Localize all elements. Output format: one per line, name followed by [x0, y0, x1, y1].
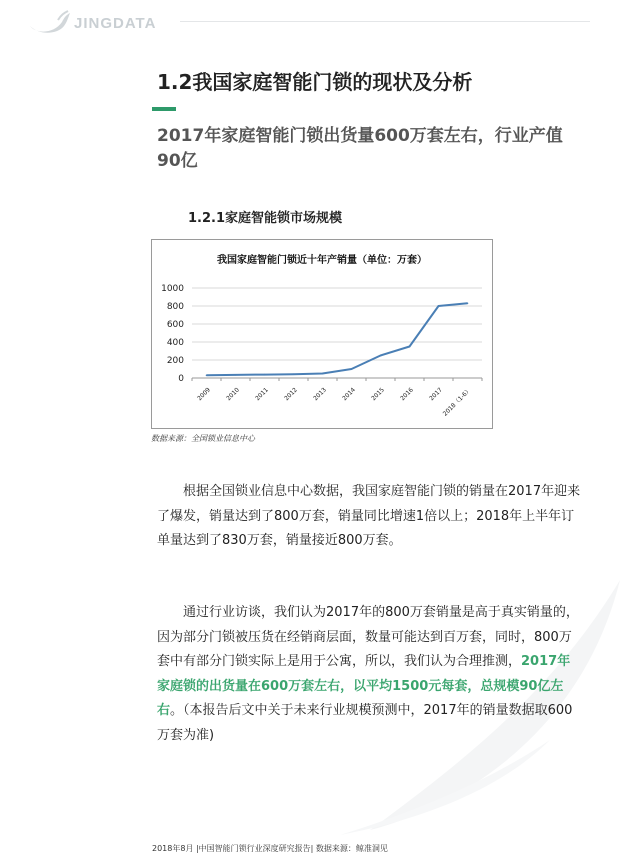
data-point — [322, 373, 324, 375]
chart-gridlines — [192, 288, 482, 378]
y-tick-label: 400 — [166, 338, 184, 348]
y-tick-label: 1000 — [161, 284, 184, 294]
y-tick-label: 0 — [178, 374, 184, 384]
x-tick-label: 2009 — [196, 386, 212, 403]
page-footer: 2018年8月 |中国智能门锁行业深度研究报告| 数据来源：鲸准洞见 — [152, 844, 388, 853]
chart-x-axis — [192, 378, 482, 418]
x-tick-label: 2012 — [283, 386, 299, 403]
data-point — [264, 374, 266, 376]
whale-logo-icon — [28, 10, 72, 36]
header-brand — [28, 8, 156, 38]
x-tick-label: 2011 — [254, 386, 270, 403]
data-point — [351, 368, 353, 370]
y-tick-label: 600 — [166, 320, 184, 330]
series-line — [207, 303, 468, 375]
page-subtitle: 2017年家庭智能门锁出货量600万套左右，行业产值90亿 — [157, 126, 563, 171]
paragraph-sales-data — [157, 480, 582, 554]
data-point — [380, 355, 382, 357]
chart-source-note: 数据来源：全国锁业信息中心 — [151, 434, 255, 443]
paragraph-estimate — [157, 601, 582, 748]
data-point — [235, 374, 237, 376]
paragraph-text — [157, 601, 582, 748]
x-tick-label: 2016 — [399, 386, 415, 403]
highlighted-conclusion: 2017年家庭锁的出货量在600万套左右，以平均1500元每套，总规模90亿左右 — [157, 654, 571, 718]
y-tick-label: 800 — [166, 302, 184, 312]
section-title: 1.2我国家庭智能门锁的现状及分析 — [157, 70, 473, 94]
paragraph-text-part: 通过行业访谈，我们认为2017年的800万套销量是高于真实销量的，因为部分门锁被压货在经销商层面，数量可能达到百万套，同时，800万套中有部分门锁实际上是用于公寓，所以，我们认为合理推测， — [157, 605, 579, 669]
x-tick-label: 2013 — [312, 386, 328, 403]
brand-name: JINGDATA — [74, 14, 157, 32]
data-point — [293, 373, 295, 375]
y-tick-label: 200 — [166, 356, 184, 366]
data-point — [467, 303, 469, 305]
data-point — [206, 375, 208, 377]
chart-y-axis — [161, 284, 184, 384]
x-tick-label: 2014 — [341, 386, 357, 403]
paragraph-text: 根据全国锁业信息中心数据，我国家庭智能门锁的销量在2017年迎来了爆发，销量达到了800万套，销量同比增速1倍以上；2018年上半年订单量达到了830万套，销量接近800万套。 — [157, 484, 581, 548]
chart-series — [206, 303, 469, 377]
x-tick-label: 2015 — [370, 386, 386, 403]
header-divider — [180, 21, 590, 22]
data-point — [438, 305, 440, 307]
subsection-title: 1.2.1家庭智能锁市场规模 — [188, 211, 343, 226]
x-tick-label: 2018（1-6） — [441, 386, 473, 418]
sales-line-chart — [151, 239, 493, 429]
x-tick-label: 2017 — [428, 386, 444, 403]
x-tick-label: 2010 — [225, 386, 241, 403]
data-point — [409, 346, 411, 348]
title-accent-bar — [152, 107, 176, 111]
chart-title: 我国家庭智能门锁近十年产销量（单位：万套） — [217, 255, 427, 266]
paragraph-text-part: 。（本报告后文中关于未来行业规模预测中，2017年的销量数据取600万套为准) — [157, 703, 573, 743]
